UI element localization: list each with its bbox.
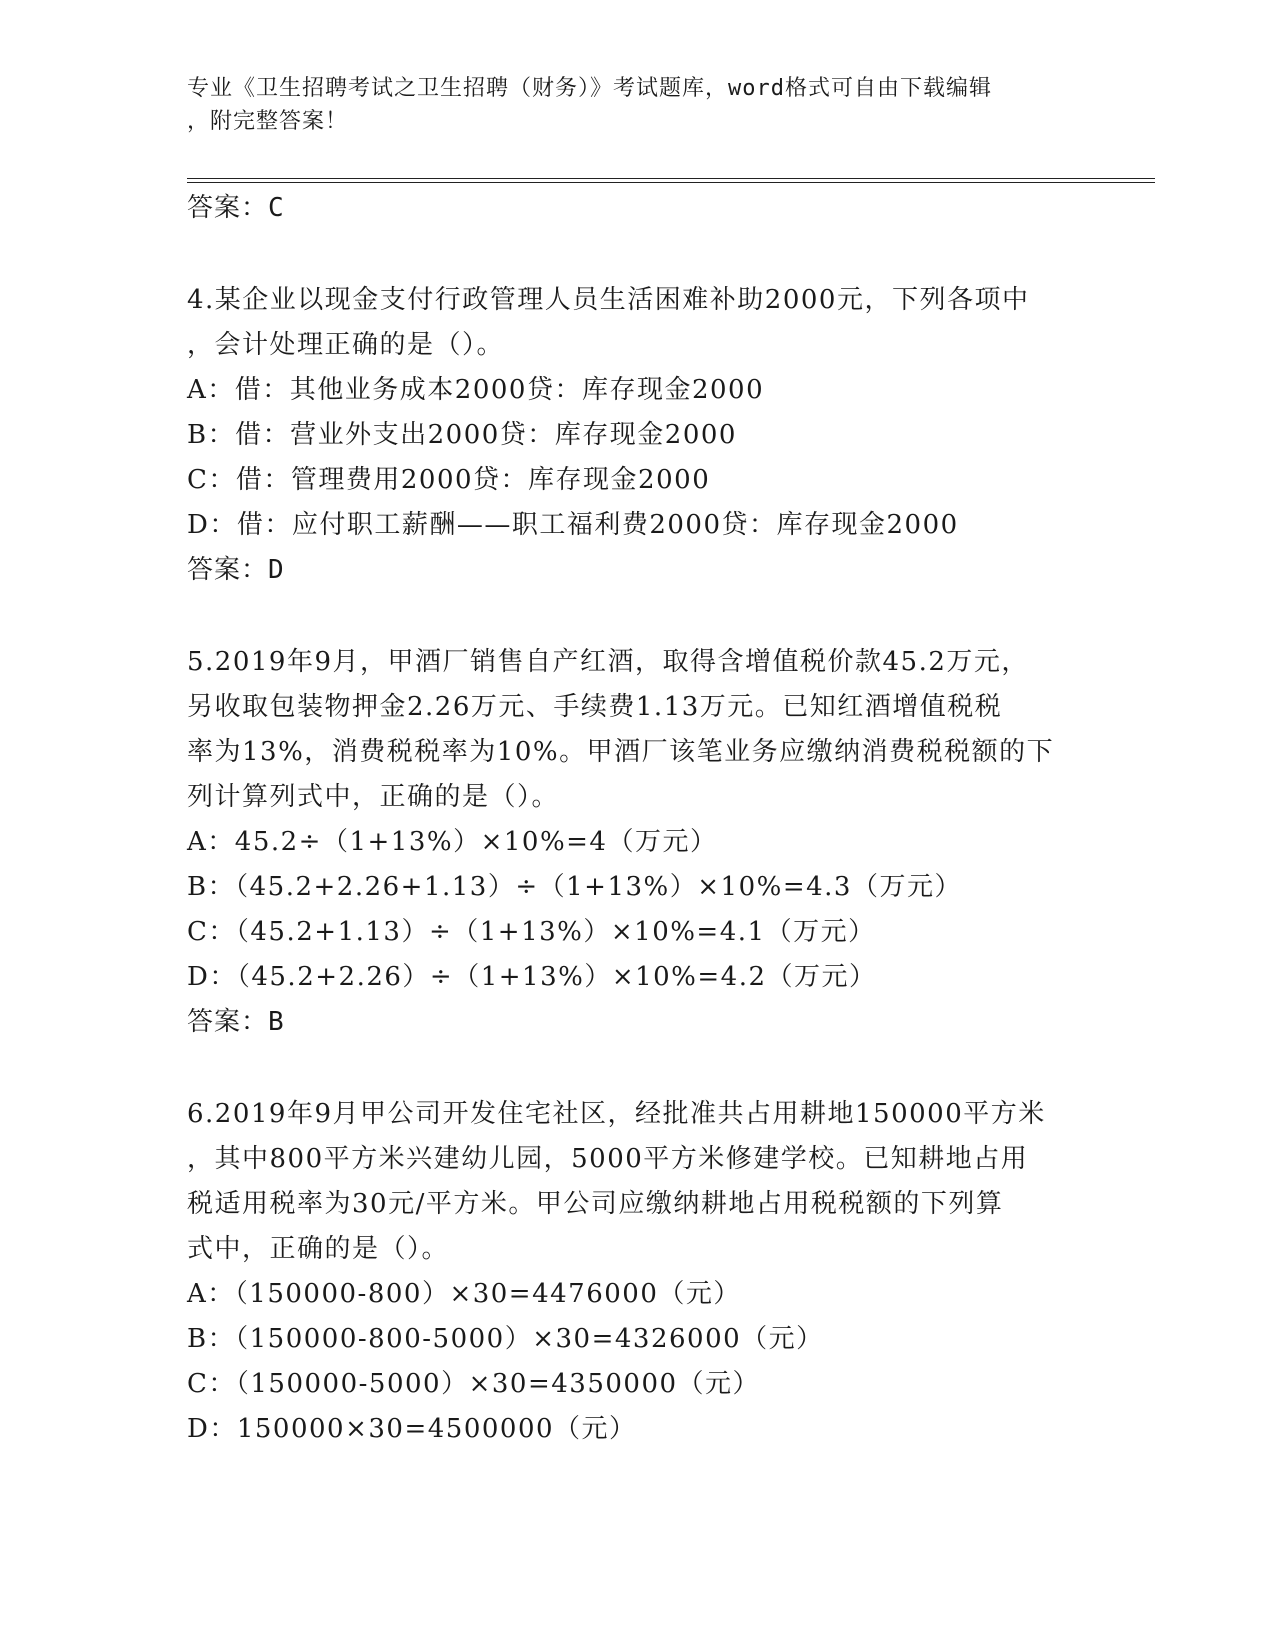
question-text-line: 5.2019年9月，甲酒厂销售自产红酒，取得含增值税价款45.2万元，	[187, 647, 1029, 677]
answer-value: C	[268, 193, 285, 223]
answer-value: D	[268, 555, 285, 585]
question-text-line: 式中，正确的是（）。	[187, 1234, 450, 1264]
answer-label: 答案：	[187, 1007, 269, 1037]
document-body	[187, 186, 1087, 1452]
option-d: D：（45.2+2.26）÷（1+13%）×10%=4.2（万元）	[187, 962, 877, 992]
option-a: A：45.2÷（1+13%）×10%=4（万元）	[187, 827, 718, 857]
option-a: A：借：其他业务成本2000贷：库存现金2000	[187, 375, 765, 405]
question-text-line: ，其中800平方米兴建幼儿园，5000平方米修建学校。已知耕地占用	[187, 1144, 1029, 1174]
question-4	[187, 278, 1087, 593]
option-d: D：借：应付职工薪酬——职工福利费2000贷：库存现金2000	[187, 510, 959, 540]
option-b: B：（45.2+2.26+1.13）÷（1+13%）×10%=4.3（万元）	[187, 872, 962, 902]
answer-label: 答案：	[187, 555, 269, 585]
previous-answer	[187, 186, 1087, 231]
option-d: D：150000×30=4500000（元）	[187, 1414, 637, 1444]
question-answer	[187, 1000, 1087, 1045]
question-text-line: 列计算列式中，正确的是（）。	[187, 782, 560, 812]
question-text-line: 率为13%，消费税税率为10%。甲酒厂该笔业务应缴纳消费税税额的下	[187, 737, 1055, 767]
question-5	[187, 640, 1087, 1045]
option-c: C：借：管理费用2000贷：库存现金2000	[187, 465, 711, 495]
header-line-1: 专业《卫生招聘考试之卫生招聘（财务）》考试题库，word格式可自由下载编辑	[187, 76, 992, 101]
option-c: C：（150000-5000）×30=4350000（元）	[187, 1369, 761, 1399]
question-text-line: 税适用税率为30元/平方米。甲公司应缴纳耕地占用税税额的下列算	[187, 1189, 1004, 1219]
answer-label: 答案：	[187, 193, 269, 223]
page-header	[187, 72, 1087, 138]
option-c: C：（45.2+1.13）÷（1+13%）×10%=4.1（万元）	[187, 917, 876, 947]
question-text-line: 4.某企业以现金支付行政管理人员生活困难补助2000元，下列各项中	[187, 285, 1030, 315]
question-text-line: 6.2019年9月甲公司开发住宅社区，经批准共占用耕地150000平方米	[187, 1099, 1046, 1129]
option-b: B：借：营业外支出2000贷：库存现金2000	[187, 420, 737, 450]
option-b: B：（150000-800-5000）×30=4326000（元）	[187, 1324, 824, 1354]
answer-value: B	[268, 1007, 285, 1037]
question-text-line: 另收取包装物押金2.26万元、手续费1.13万元。已知红酒增值税税	[187, 692, 1003, 722]
header-line-2: ，附完整答案！	[187, 109, 349, 134]
header-divider	[187, 178, 1155, 183]
question-answer	[187, 548, 1087, 593]
option-a: A：（150000-800）×30=4476000（元）	[187, 1279, 741, 1309]
question-text-line: ，会计处理正确的是（）。	[187, 330, 505, 360]
question-6	[187, 1092, 1087, 1452]
